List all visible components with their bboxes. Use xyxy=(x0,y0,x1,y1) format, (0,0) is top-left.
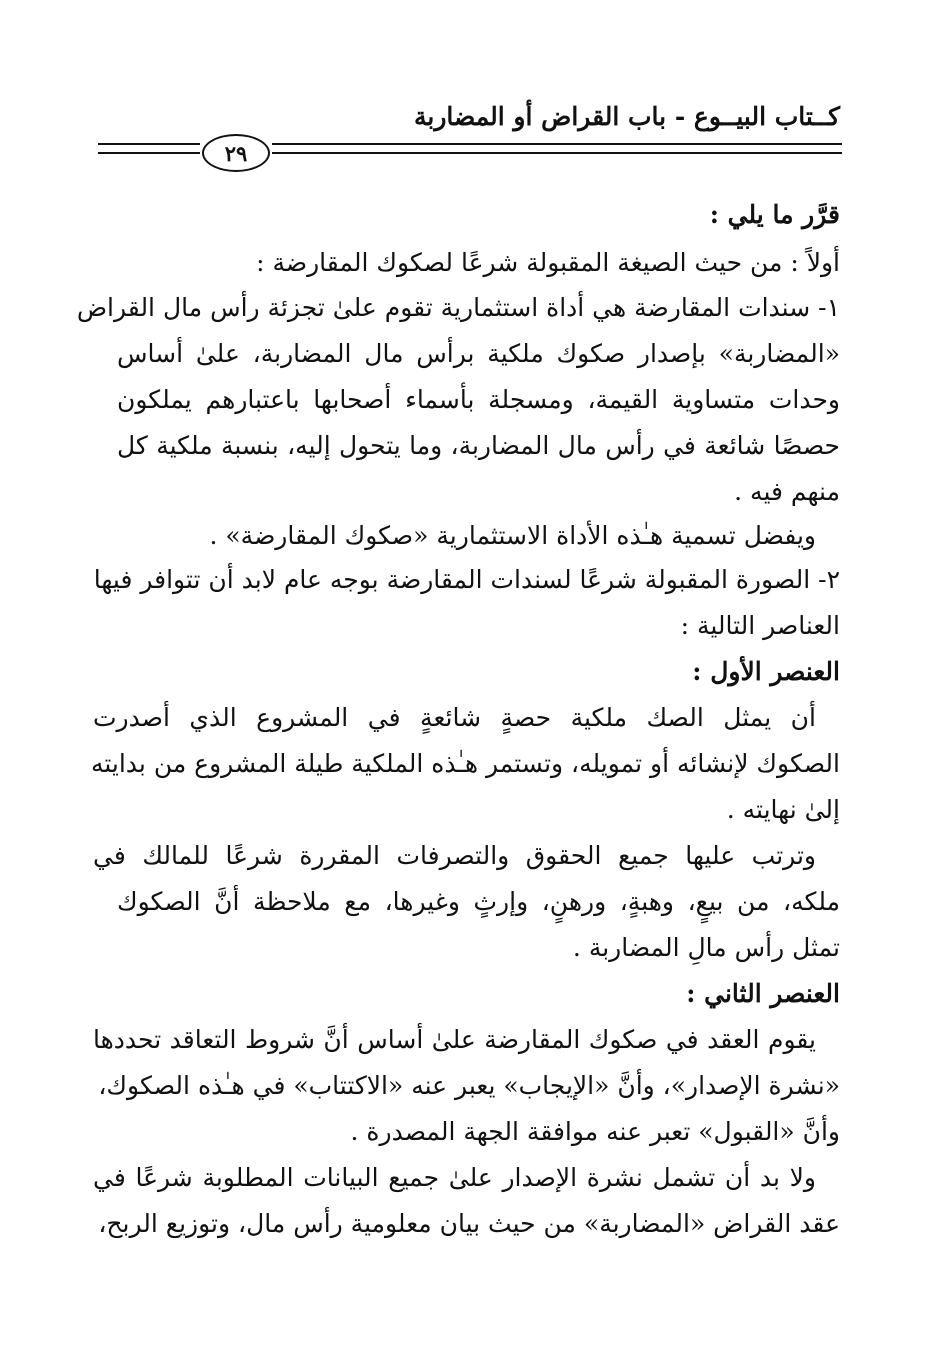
text-line: حصصًا شائعة في رأس مال المضاربة، وما يتحول إليه، بنسبة ملكية كل xyxy=(117,431,840,460)
text-line: وحدات متساوية القيمة، ومسجلة بأسماء أصحابها باعتبارهم يملكون xyxy=(117,385,840,414)
text-line: منهم فيه . xyxy=(734,477,840,506)
text-line: أولاً : من حيث الصيغة المقبولة شرعًا لصكوك المقارضة : xyxy=(256,248,840,277)
text-line: أن يمثل الصك ملكية حصةٍ شائعةٍ في المشروع الذي أصدرت xyxy=(93,703,816,732)
running-header-title: كــتاب البيــوع - باب القراض أو المضاربة xyxy=(413,102,840,131)
text-line: قرَّر ما يلي : xyxy=(709,200,840,229)
text-line: ولا بد أن تشمل نشرة الإصدار علىٰ جميع البيانات المطلوبة شرعًا في xyxy=(93,1163,816,1192)
text-line: وأنَّ «القبول» تعبر عنه موافقة الجهة المصدرة . xyxy=(350,1117,840,1146)
text-line: تمثل رأس مالِ المضاربة . xyxy=(572,933,840,962)
header-rule-left-bottom xyxy=(98,152,200,154)
text-line: إلىٰ نهايته . xyxy=(726,795,840,824)
text-line: يقوم العقد في صكوك المقارضة علىٰ أساس أنَّ شروط التعاقد تحددها xyxy=(93,1025,816,1054)
text-line: «نشرة الإصدار»، وأنَّ «الإيجاب» يعبر عنه «الاكتتاب» في هـٰذه الصكوك، xyxy=(98,1071,840,1100)
text-line: عقد القراض «المضاربة» من حيث بيان معلومية رأس مال، وتوزيع الربح، xyxy=(98,1209,840,1238)
text-line: ٢- الصورة المقبولة شرعًا لسندات المقارضة بوجه عام لابد أن تتوافر فيها xyxy=(93,565,840,594)
header-rule-right-bottom xyxy=(272,152,842,154)
text-line: العناصر التالية : xyxy=(680,611,840,640)
header-rule-right-top xyxy=(272,143,842,145)
page-number: ٢٩ xyxy=(202,134,270,172)
text-line: «المضاربة» بإصدار صكوك ملكية برأس مال المضاربة، علىٰ أساس xyxy=(117,339,840,368)
section-heading-second-element: العنصر الثاني : xyxy=(686,979,840,1008)
text-line: ملكه، من بيعٍ، وهبةٍ، ورهنٍ، وإرثٍ وغيرها، مع ملاحظة أنَّ الصكوك xyxy=(117,887,840,916)
text-line: ١- سندات المقارضة هي أداة استثمارية تقوم علىٰ تجزئة رأس مال القراض xyxy=(76,293,840,322)
header-rule-left-top xyxy=(98,143,200,145)
text-line: الصكوك لإنشائه أو تمويله، وتستمر هـٰذه الملكية طيلة المشروع من بدايته xyxy=(90,749,840,778)
text-line: ويفضل تسمية هـٰذه الأداة الاستثمارية «صكوك المقارضة» . xyxy=(209,521,816,550)
text-line: وترتب عليها جميع الحقوق والتصرفات المقررة شرعًا للمالك في xyxy=(93,841,816,870)
section-heading-first-element: العنصر الأول : xyxy=(692,657,840,686)
